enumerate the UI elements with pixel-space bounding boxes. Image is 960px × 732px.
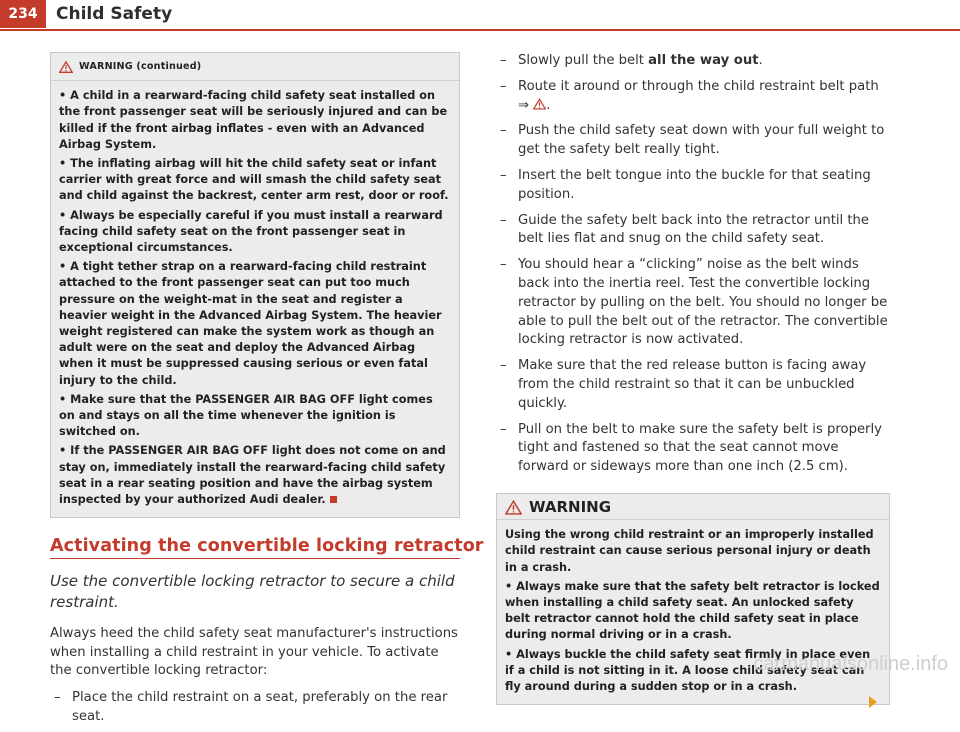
step-text: Route it around or through the child restraint belt path [518,78,879,94]
warning-header [497,494,889,520]
warning-item: • The inflating airbag will hit the child safety seat or infant carrier with great force and will smash the child safety seat and child against the backrest, center arm rest, door or roof. [59,157,449,203]
end-square-icon [330,496,337,503]
chapter-title: Child Safety [56,4,173,24]
right-column [496,52,890,705]
warning-label: WARNING [529,497,612,516]
section-subtitle: Use the convertible locking retractor to secure a child restraint. [50,572,455,612]
watermark: carmanualsonline.info [753,653,948,675]
step-insert: – Insert the belt tongue into the buckle for that seating position. [496,167,890,205]
step-text: . [758,53,763,68]
warning-item-text: • If the PASSENGER AIR BAG OFF light does not come on and stay on, immediately install the rearward-facing child safety seat in a rear seating position and have the airbag system inspected by your authorized Audi dealer. [59,444,446,507]
step-tight: – Pull on the belt to make sure the safety belt is properly tight and fastened so that the seat cannot move forward or sideways more than one inch (2.5 cm). [496,421,890,477]
warning-box-continued [50,52,460,518]
step-item: – Place the child restraint on a seat, preferably on the rear seat. [50,689,460,727]
warning-body [51,81,459,517]
warning-label: WARNING (continued) [79,61,202,72]
arrow-ref: ⇒ [518,97,530,113]
warning-header [51,53,459,81]
warning-triangle-icon [505,500,522,515]
left-column [50,52,484,732]
warning-item: Using the wrong child restraint or an improperly installed child restraint can cause serious personal injury or death in a crash. [505,528,874,574]
warning-item: • A tight tether strap on a rearward-facing child restraint attached to the front passenger seat can put too much pressure on the weight-mat in the seat and register a heavier weight in the Advanced Airbag System. The heavier weight registered can make the system work as though an adult were on the seat and deploy the Advanced Airbag when it must be suppressed causing serious or even fatal injury to the child. [59,260,442,387]
step-release: – Make sure that the red release button is facing away from the child restraint so that it can be unbuckled quickly. [496,357,890,413]
step-hear: – You should hear a “clicking” noise as the belt winds back into the inertia reel. Test the convertible locking retractor by pulling on the belt. You should no longer be able to pull the belt out of the retractor. The convertible locking retractor is now activated. [496,256,890,350]
warning-item: • Always be especially careful if you must install a rearward facing child safety seat on the front passenger seat in exceptional circumstances. [59,208,443,255]
page-number: 234 [0,0,46,28]
intro-paragraph: Always heed the child safety seat manufacturer's instructions when installing a child restraint in your vehicle. To activate the convertible locking retractor: [50,626,458,679]
warning-body [497,520,889,704]
step-guide: – Guide the safety belt back into the retractor until the belt lies flat and snug on the child safety seat. [496,212,890,250]
step-pull [496,52,890,71]
warning-triangle-icon [59,61,73,73]
warning-item: • Always buckle the child safety seat firmly in place even if a child is not sitting in it. A loose child safety seat can fly around during a sudden stop or in a crash. [505,647,871,693]
steps-list-continued [496,52,890,477]
section-title: Activating the convertible locking retractor [50,536,460,559]
warning-triangle-icon [533,98,546,110]
header-rule [0,29,960,31]
step-text: Slowly pull the belt [518,53,649,68]
warning-item-last [59,443,451,508]
warning-item: • A child in a rearward-facing child safety seat installed on the front passenger seat will be seriously injured and can be killed if the front airbag inflates - even with an Advanced Airbag System. [59,89,448,151]
warning-item: • Always make sure that the safety belt retractor is locked when installing a child safety seat. An unlocked safety belt retractor cannot hold the child safety seat in place during normal driving or in a crash. [505,579,880,642]
warning-item: • Make sure that the PASSENGER AIR BAG OFF light comes on and stays on all the time whenever the ignition is switched on. [59,392,433,439]
step-route: – Route it around or through the child restraint belt path ⇒ . [496,78,890,116]
step-emphasis: all the way out [648,53,759,68]
steps-list [50,689,460,727]
step-push: – Push the child safety seat down with your full weight to get the safety belt really tight. [496,122,890,160]
next-page-arrow-icon [869,696,877,708]
